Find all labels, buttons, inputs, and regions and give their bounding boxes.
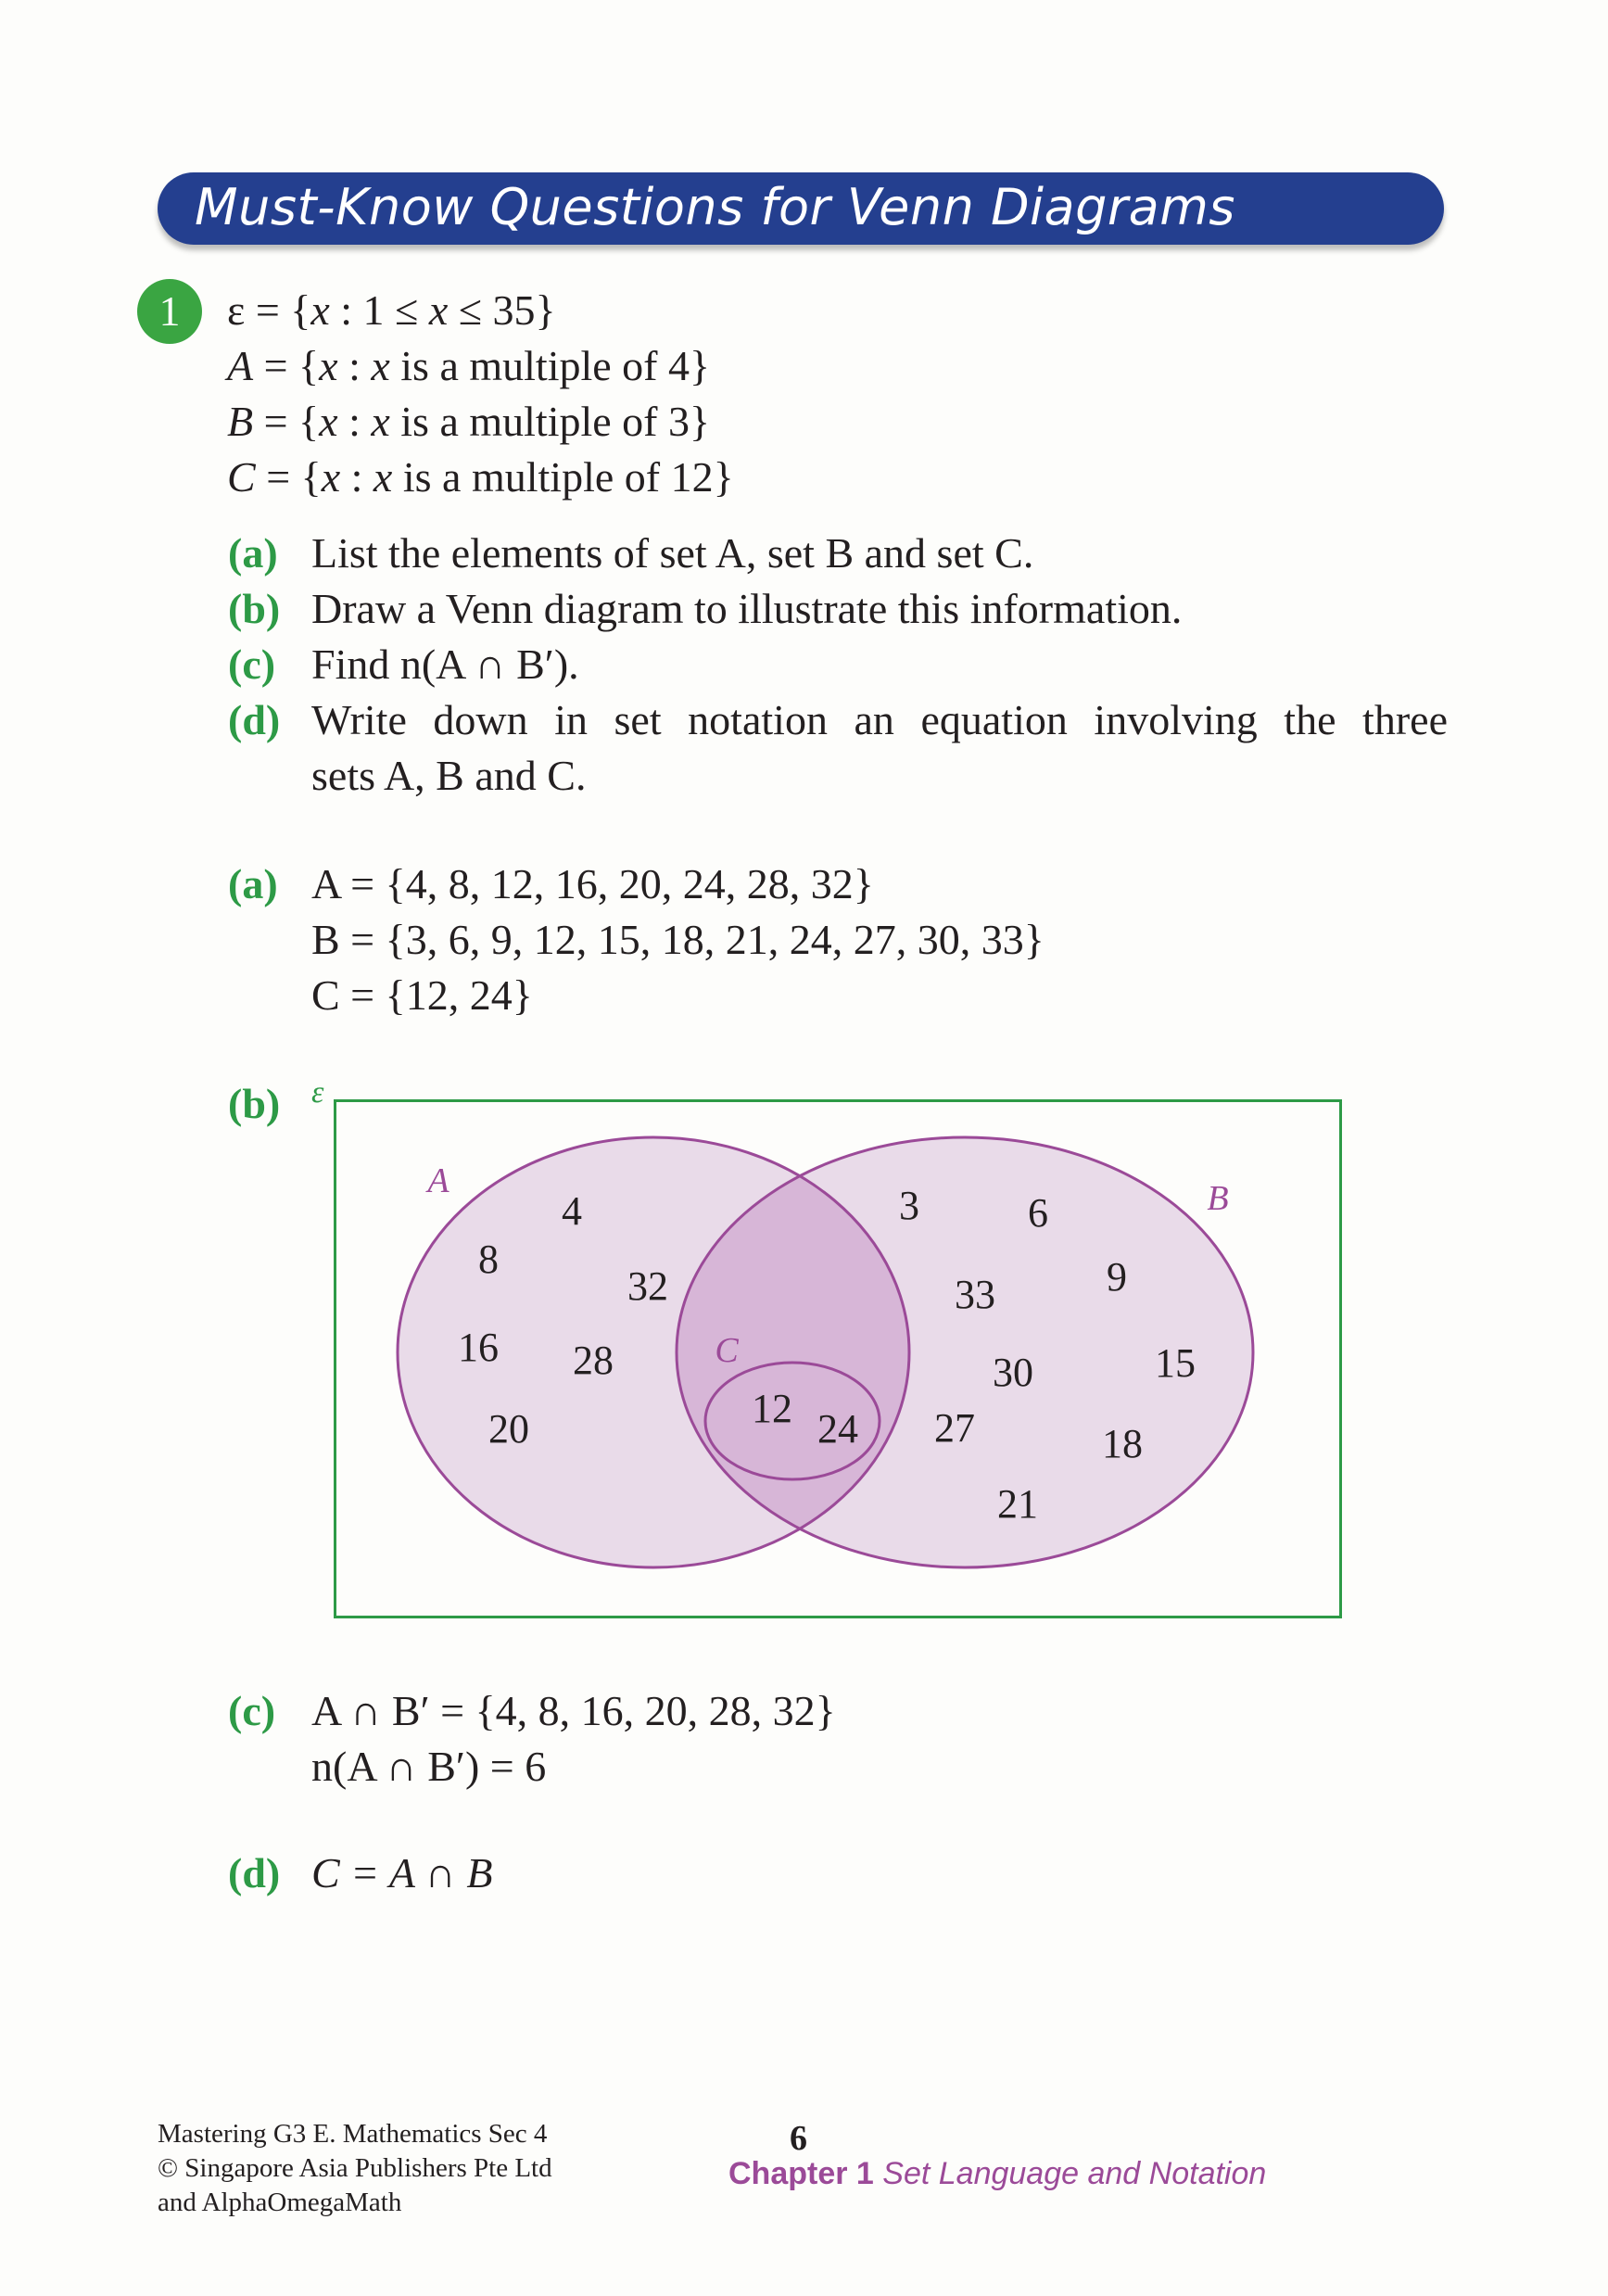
answer-a-line: A = {4, 8, 12, 16, 20, 24, 28, 32} bbox=[311, 860, 874, 907]
venn-element: 24 bbox=[817, 1406, 858, 1452]
chapter-title: Set Language and Notation bbox=[882, 2156, 1267, 2191]
part-d-label: (d) bbox=[228, 696, 281, 743]
venn-element: 21 bbox=[997, 1481, 1038, 1527]
venn-element: 20 bbox=[488, 1406, 529, 1452]
set-b-definition: B = {x : x is a multiple of 3} bbox=[227, 398, 711, 445]
set-c-definition: C = {x : x is a multiple of 12} bbox=[227, 453, 734, 501]
venn-element: 32 bbox=[627, 1263, 668, 1309]
footer-publisher: © Singapore Asia Publishers Pte Ltd bbox=[158, 2153, 552, 2183]
answer-c-line: A ∩ B′ = {4, 8, 16, 20, 28, 32} bbox=[311, 1687, 836, 1734]
venn-element: 4 bbox=[562, 1188, 582, 1234]
part-b-label: (b) bbox=[228, 585, 281, 632]
footer-book-title: Mastering G3 E. Mathematics Sec 4 bbox=[158, 2119, 548, 2149]
venn-element: 28 bbox=[573, 1338, 614, 1383]
set-a-label: A bbox=[427, 1161, 449, 1200]
footer-partner: and AlphaOmegaMath bbox=[158, 2188, 402, 2217]
part-a-text: List the elements of set A, set B and set C. bbox=[311, 529, 1034, 577]
venn-element: 18 bbox=[1102, 1421, 1143, 1466]
venn-element: 12 bbox=[752, 1386, 792, 1431]
chapter-number: Chapter 1 bbox=[728, 2156, 874, 2191]
answer-a-line: B = {3, 6, 9, 12, 15, 18, 21, 24, 27, 30, 33} bbox=[311, 916, 1045, 963]
venn-element: 6 bbox=[1028, 1190, 1048, 1236]
part-a-label: (a) bbox=[228, 529, 278, 577]
venn-element: 9 bbox=[1107, 1254, 1127, 1300]
venn-element: 16 bbox=[458, 1325, 499, 1370]
venn-element: 8 bbox=[478, 1237, 499, 1282]
answer-a-label: (a) bbox=[228, 860, 278, 907]
venn-element: 15 bbox=[1155, 1340, 1196, 1386]
section-title: Must-Know Questions for Venn Diagrams bbox=[195, 178, 1235, 236]
part-c-text: Find n(A ∩ B′). bbox=[311, 641, 579, 688]
page-number: 6 bbox=[790, 2119, 807, 2158]
part-d-text-cont: sets A, B and C. bbox=[311, 752, 587, 799]
set-b-label: B bbox=[1207, 1179, 1229, 1218]
part-b-text: Draw a Venn diagram to illustrate this information. bbox=[311, 585, 1183, 632]
part-c-label: (c) bbox=[228, 641, 276, 688]
set-c-label: C bbox=[715, 1331, 739, 1370]
venn-element: 27 bbox=[934, 1405, 975, 1451]
answer-d-label: (d) bbox=[228, 1849, 281, 1896]
answer-a-line: C = {12, 24} bbox=[311, 971, 533, 1019]
part-d-text: Write down in set notation an equation involving the three bbox=[311, 696, 1448, 743]
answer-d-text: C = A ∩ B bbox=[311, 1849, 493, 1896]
venn-element: 3 bbox=[899, 1183, 919, 1228]
question-number-badge: 1 bbox=[137, 279, 202, 344]
universal-set-definition: ε = {x : 1 ≤ x ≤ 35} bbox=[227, 286, 556, 334]
answer-c-line: n(A ∩ B′) = 6 bbox=[311, 1743, 547, 1790]
set-a-definition: A = {x : x is a multiple of 4} bbox=[227, 342, 711, 389]
venn-element: 30 bbox=[993, 1350, 1033, 1395]
answer-c-label: (c) bbox=[228, 1687, 276, 1734]
venn-element: 33 bbox=[955, 1272, 995, 1317]
answer-b-label: (b) bbox=[228, 1080, 281, 1127]
universal-set-label: ε bbox=[311, 1075, 324, 1110]
chapter-footer bbox=[728, 2156, 1266, 2192]
